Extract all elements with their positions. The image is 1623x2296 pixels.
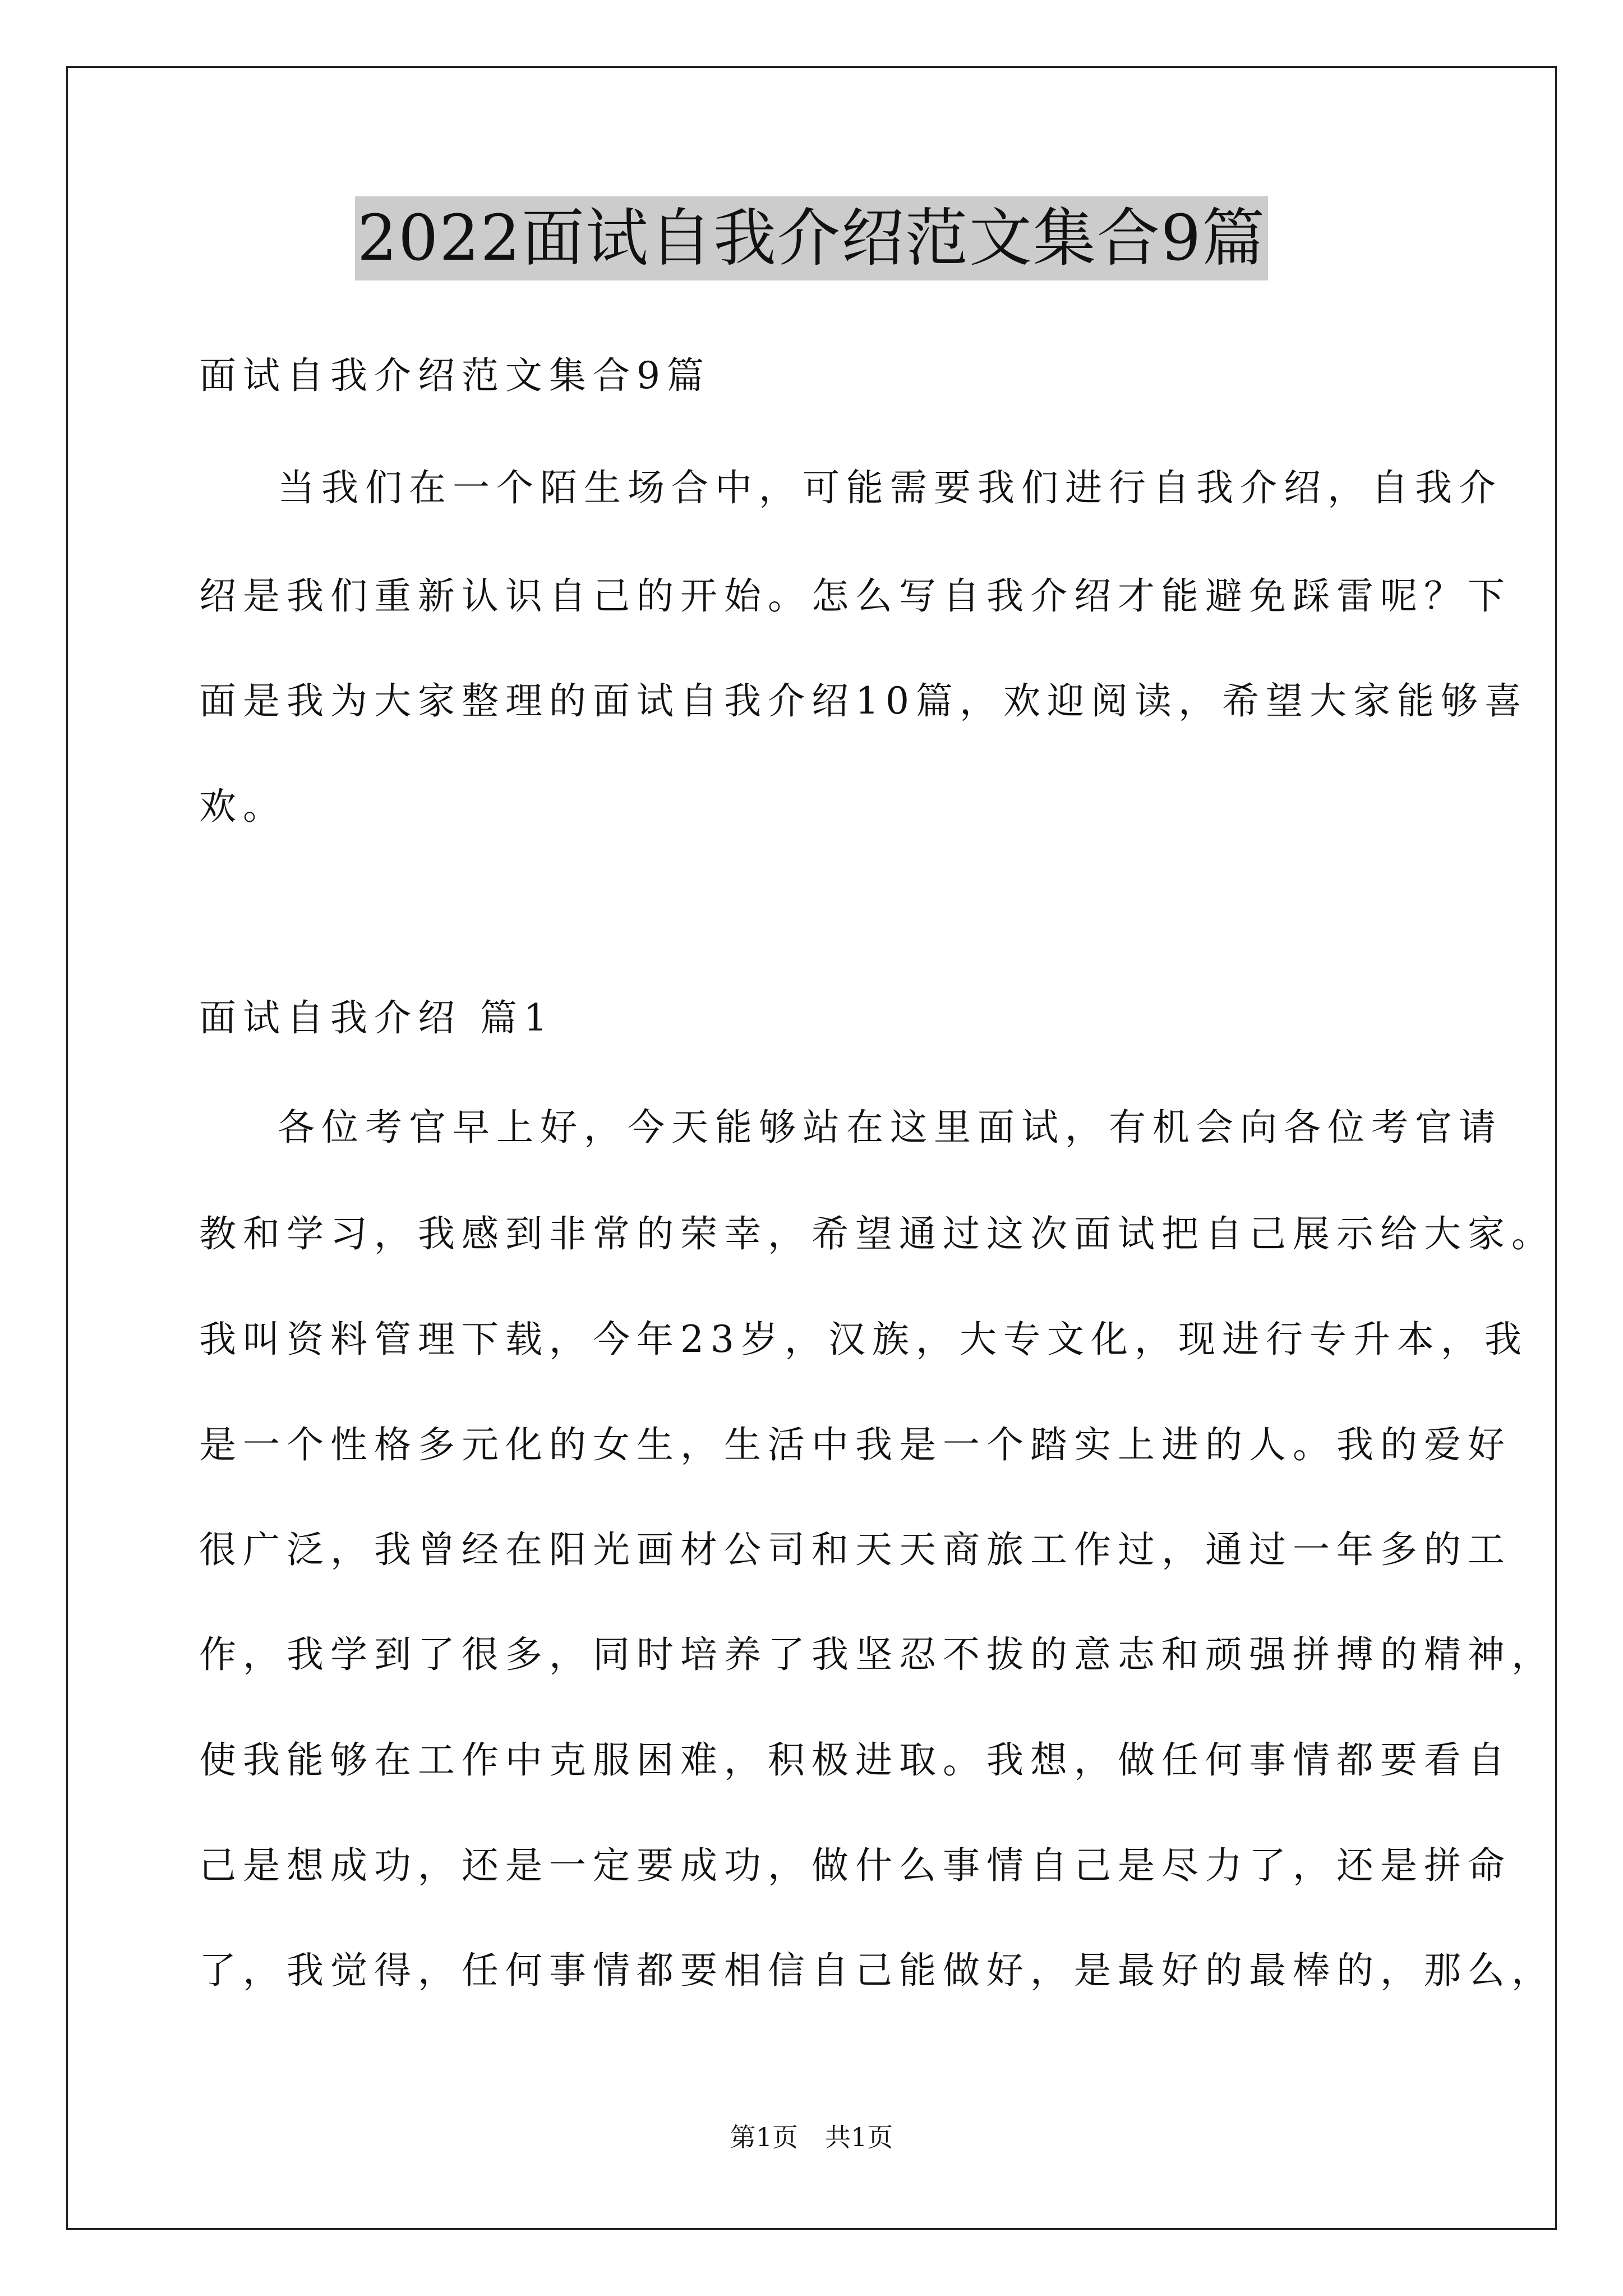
section-line: 了，我觉得，任何事情都要相信自己能做好，是最好的最棒的，那么， (199, 1949, 1555, 1992)
intro-line: 绍是我们重新认识自己的开始。怎么写自我介绍才能避免踩雷呢？下 (199, 574, 1511, 618)
section-line: 使我能够在工作中克服困难，积极进取。我想，做任何事情都要看自 (199, 1738, 1511, 1782)
section-line: 是一个性格多元化的女生，生活中我是一个踏实上进的人。我的爱好 (199, 1423, 1511, 1466)
page-footer (0, 2120, 1623, 2154)
document-title: 2022面试自我介绍范文集合9篇 (355, 196, 1268, 280)
title-container (0, 196, 1623, 280)
section-line: 作，我学到了很多，同时培养了我坚忍不拔的意志和顽强拼搏的精神， (199, 1633, 1555, 1676)
page-number: 第1页 (730, 2122, 798, 2152)
section-heading: 面试自我介绍 篇1 (199, 996, 554, 1039)
intro-line: 欢。 (199, 785, 287, 828)
section-line: 己是想成功，还是一定要成功，做什么事情自己是尽力了，还是拼命 (199, 1844, 1511, 1887)
intro-line: 面是我为大家整理的面试自我介绍10篇，欢迎阅读，希望大家能够喜 (199, 679, 1528, 723)
section-line: 各位考官早上好，今天能够站在这里面试，有机会向各位考官请 (278, 1106, 1502, 1149)
section-line: 教和学习，我感到非常的荣幸，希望通过这次面试把自己展示给大家。 (199, 1212, 1555, 1255)
section-line: 很广泛，我曾经在阳光画材公司和天天商旅工作过，通过一年多的工 (199, 1528, 1511, 1571)
section-line: 我叫资料管理下载，今年23岁，汉族，大专文化，现进行专升本，我 (199, 1318, 1528, 1361)
intro-line: 当我们在一个陌生场合中，可能需要我们进行自我介绍，自我介 (278, 466, 1502, 509)
document-subtitle: 面试自我介绍范文集合9篇 (199, 354, 711, 397)
page-total: 共1页 (825, 2122, 893, 2152)
